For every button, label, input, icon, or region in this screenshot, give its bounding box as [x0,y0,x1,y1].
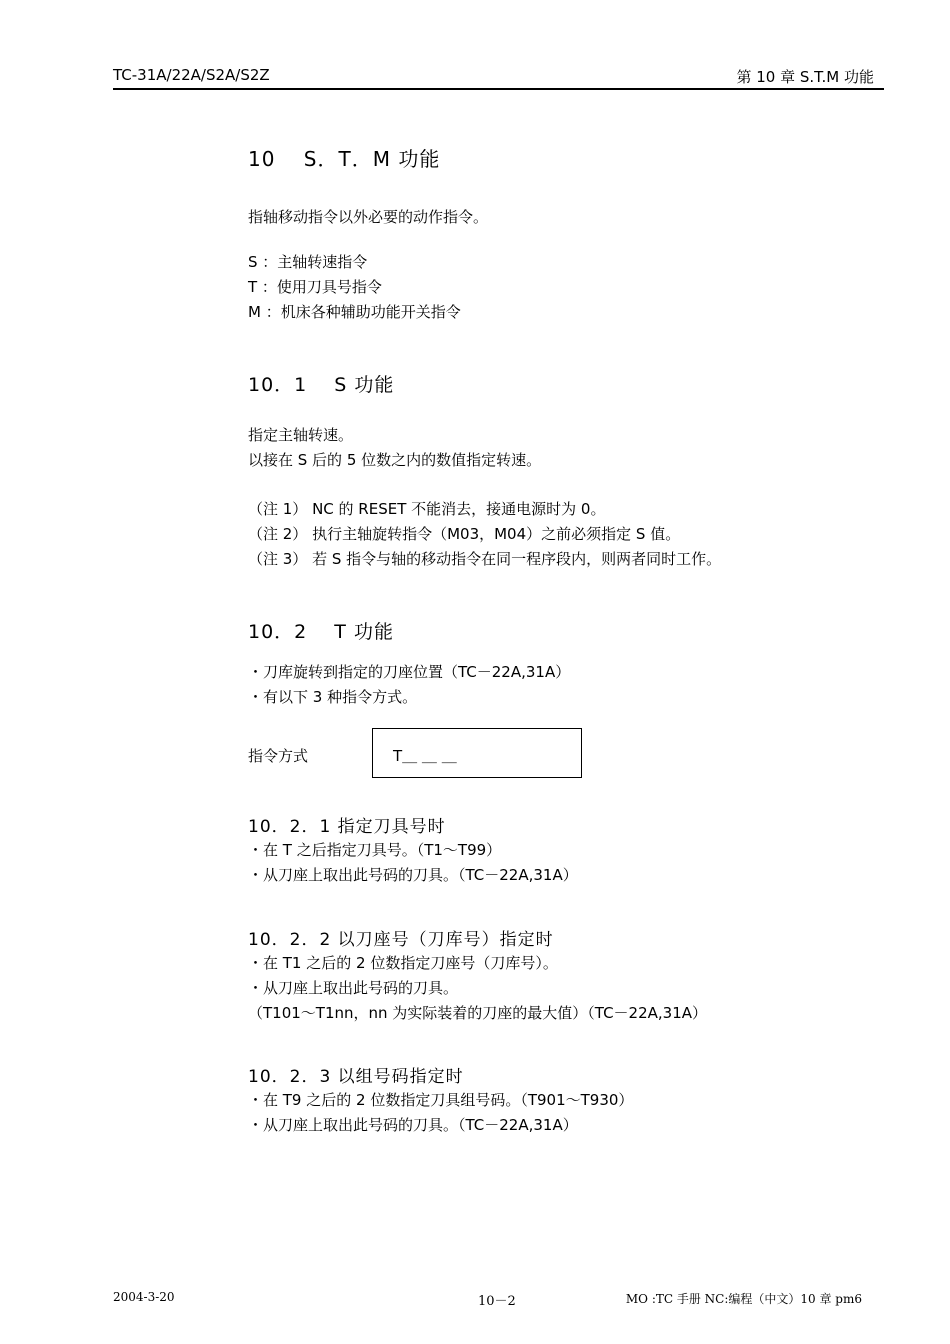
footer-date: 2004-3-20 [113,1290,175,1304]
sub-1-line-2: ・从刀座上取出此号码的刀具。（TC－22A,31A） [248,866,578,884]
sub-2-line-1: ・在 T1 之后的 2 位数指定刀座号（刀库号）。 [248,954,558,972]
section-s-heading: 10．1 S 功能 [248,374,395,396]
sub-3-line-1: ・在 T9 之后的 2 位数指定刀具组号码。（T901～T930） [248,1091,634,1109]
format-box [372,728,582,778]
t-bullet-2: ・有以下 3 种指令方式。 [248,688,418,706]
s-note-2: （注 2） 执行主轴旋转指令（M03，M04）之前必须指定 S 值。 [248,525,681,543]
sub-3-line-2: ・从刀座上取出此号码的刀具。（TC－22A,31A） [248,1116,578,1134]
s-note-1: （注 1） NC 的 RESET 不能消去，接通电源时为 0。 [248,500,606,518]
format-value: T＿ ＿ ＿ [393,747,457,765]
header-model: TC-31A/22A/S2A/S2Z [113,66,270,84]
s-line-2: 以接在 S 后的 5 位数之内的数值指定转速。 [248,451,542,469]
s-note-3: （注 3） 若 S 指令与轴的移动指令在同一程序段内，则两者同时工作。 [248,550,722,568]
header-chapter: 第 10 章 S.T.M 功能 [736,68,874,86]
footer-file: MO :TC 手册 NC:编程（中文）10 章 pm6 [625,1292,862,1306]
sub-2-line-3: （T101～T1nn，nn 为实际装着的刀座的最大值）（TC－22A,31A） [248,1004,708,1022]
header-divider [113,88,884,90]
sub-2-line-2: ・从刀座上取出此号码的刀具。 [248,979,459,997]
t-bullet-1: ・刀库旋转到指定的刀座位置（TC－22A,31A） [248,663,571,681]
intro-text: 指轴移动指令以外必要的动作指令。 [248,208,489,226]
s-line-1: 指定主轴转速。 [248,426,354,444]
sub-3-heading: 10．2．3 以组号码指定时 [248,1067,464,1087]
format-label: 指令方式 [248,747,309,765]
sub-1-line-1: ・在 T 之后指定刀具号。（T1～T99） [248,841,502,859]
def-t: T ：使用刀具号指令 [248,278,382,296]
page-title: 10 S．T．M 功能 [248,147,441,171]
footer-page: 10－2 [478,1294,516,1309]
sub-2-heading: 10．2．2 以刀座号（刀库号）指定时 [248,930,554,950]
def-m: M ：机床各种辅助功能开关指令 [248,303,461,321]
sub-1-heading: 10．2．1 指定刀具号时 [248,817,446,837]
section-t-heading: 10．2 T 功能 [248,621,394,643]
def-s: S ：主轴转速指令 [248,253,368,271]
